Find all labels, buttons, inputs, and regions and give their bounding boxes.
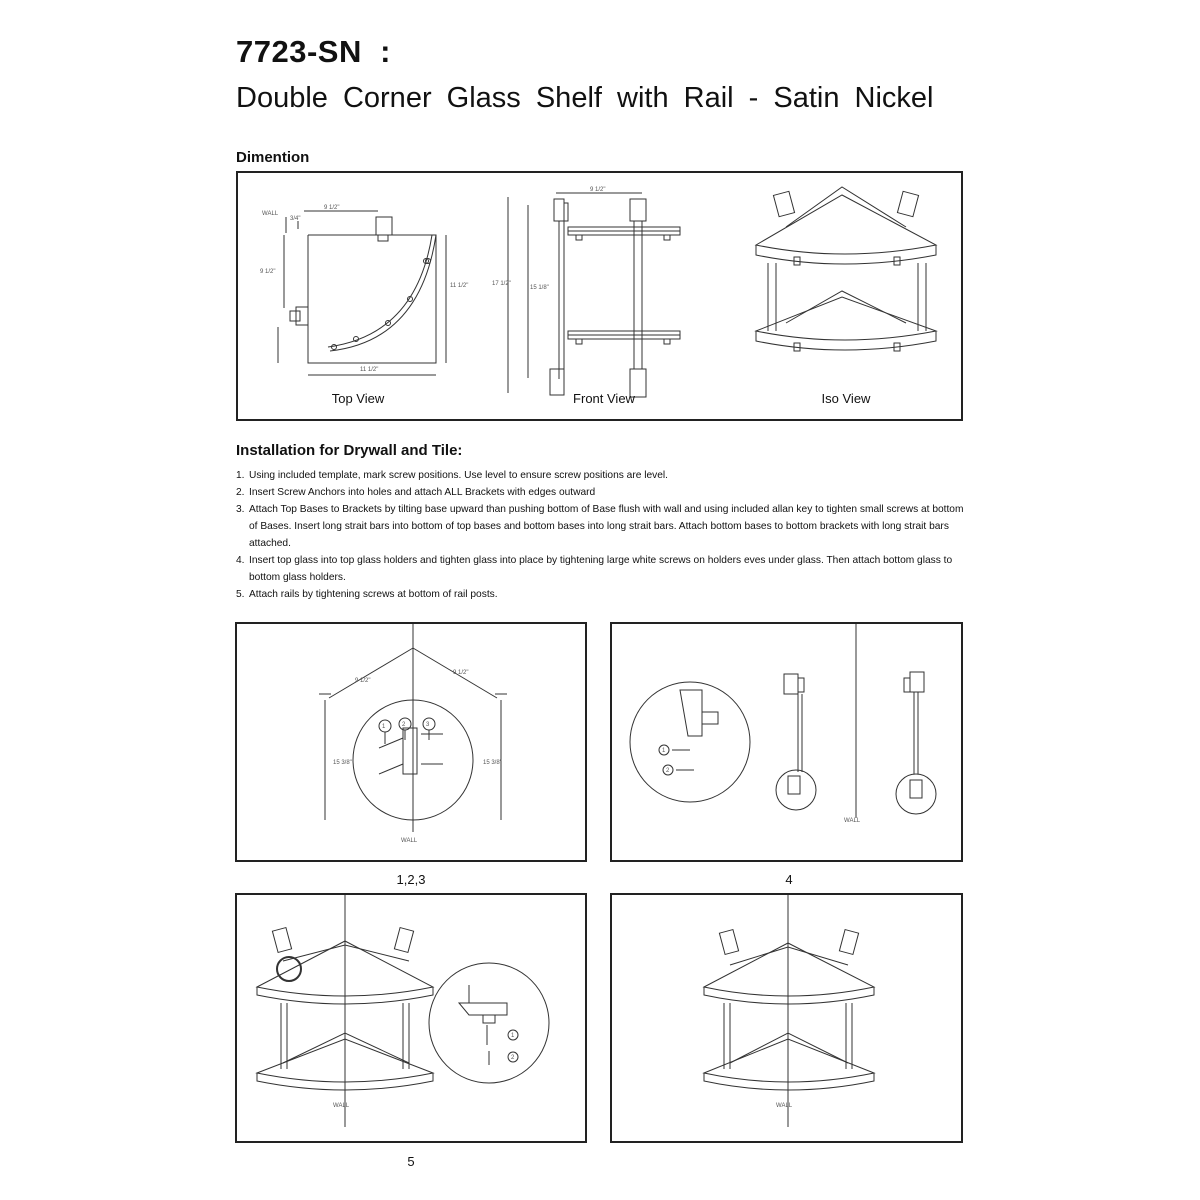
caption-step-5: 5 <box>407 1154 415 1169</box>
top-view-label: Top View <box>331 391 385 406</box>
p1-dim-c: 15 3/8" <box>333 760 352 766</box>
p2-callout-1: 1 <box>662 748 666 754</box>
iso-view-drawing <box>756 187 936 351</box>
p3-callout-2: 2 <box>511 1055 515 1061</box>
top-view-dim-c: 11 1/2" <box>450 283 469 289</box>
panel-3-drawing <box>237 895 589 1145</box>
step-text: Insert Screw Anchors into holes and attach ALL Brackets with edges outward <box>249 487 596 498</box>
step-3 <box>236 501 971 552</box>
top-view-drawing <box>278 211 446 375</box>
front-view-dim-w: 9 1/2" <box>590 187 606 193</box>
panel-1-drawing <box>237 624 589 864</box>
panel-4-drawing <box>612 895 965 1145</box>
p2-wall-label: WALL <box>844 818 861 824</box>
dimension-drawings <box>238 173 965 423</box>
p2-callout-2: 2 <box>666 768 670 774</box>
front-view-dim-h1: 17 1/2" <box>492 281 511 287</box>
panel-step-5 <box>235 893 587 1143</box>
step-2 <box>236 484 971 501</box>
panel-2-drawing <box>612 624 965 864</box>
step-4 <box>236 552 971 586</box>
installation-steps <box>236 467 971 603</box>
step-text: Attach Top Bases to Brackets by tilting base upward than pushing bottom of Base flush with wall and using included allan key to tighten small screws at bottom of Bases. Insert long strait bars into bottom of top bases and bottom bases into long strait bars. Attach bottom bases to bottom brackets with long strait bars attached. <box>249 504 964 549</box>
p1-wall-label: WALL <box>401 838 418 844</box>
caption-step-4: 4 <box>785 872 793 887</box>
p1-dim-b: 9 1/2" <box>453 670 469 676</box>
top-view-wall-label: WALL <box>262 211 279 217</box>
p1-dim-d: 15 3/8" <box>483 760 502 766</box>
front-view-dim-h2: 15 1/8" <box>530 285 549 291</box>
step-number: 5. <box>236 589 245 600</box>
panel-step-4 <box>610 622 963 862</box>
step-5 <box>236 586 971 603</box>
top-view-dim-a: 9 1/2" <box>324 205 340 211</box>
top-view-dim-d: 11 1/2" <box>360 367 379 373</box>
step-number: 3. <box>236 504 245 515</box>
product-title: Double Corner Glass Shelf with Rail - Satin Nickel <box>236 82 934 114</box>
dimension-drawing-frame <box>236 171 963 421</box>
step-number: 1. <box>236 470 245 481</box>
step-text: Attach rails by tightening screws at bottom of rail posts. <box>249 589 498 600</box>
step-number: 4. <box>236 555 245 566</box>
caption-steps-1-2-3: 1,2,3 <box>396 872 426 887</box>
front-view-label: Front View <box>573 391 635 406</box>
top-view-dim-e: 3/4" <box>290 216 301 222</box>
p3-wall-label: WALL <box>333 1103 350 1109</box>
p1-callout-2: 2 <box>402 722 406 728</box>
p1-dim-a: 9 1/2" <box>355 678 371 684</box>
p1-callout-3: 3 <box>426 722 430 728</box>
p3-callout-1: 1 <box>511 1033 515 1039</box>
dimension-heading: Dimention <box>236 149 310 166</box>
p4-wall-label: WALL <box>776 1103 793 1109</box>
step-number: 2. <box>236 487 245 498</box>
panel-finished <box>610 893 963 1143</box>
panel-steps-1-2-3 <box>235 622 587 862</box>
model-number: 7723-SN : <box>236 34 391 69</box>
iso-view-label: Iso View <box>821 391 871 406</box>
front-view-drawing <box>508 193 680 397</box>
installation-heading: Installation for Drywall and Tile: <box>236 442 463 459</box>
top-view-dim-b: 9 1/2" <box>260 269 276 275</box>
step-text: Insert top glass into top glass holders and tighten glass into place by tightening large white screws on holders eves under glass. Then attach bottom glass to bottom glass holders. <box>249 555 953 583</box>
p1-callout-1: 1 <box>382 724 386 730</box>
step-text: Using included template, mark screw positions. Use level to ensure screw positions are level. <box>249 470 669 481</box>
step-1 <box>236 467 971 484</box>
